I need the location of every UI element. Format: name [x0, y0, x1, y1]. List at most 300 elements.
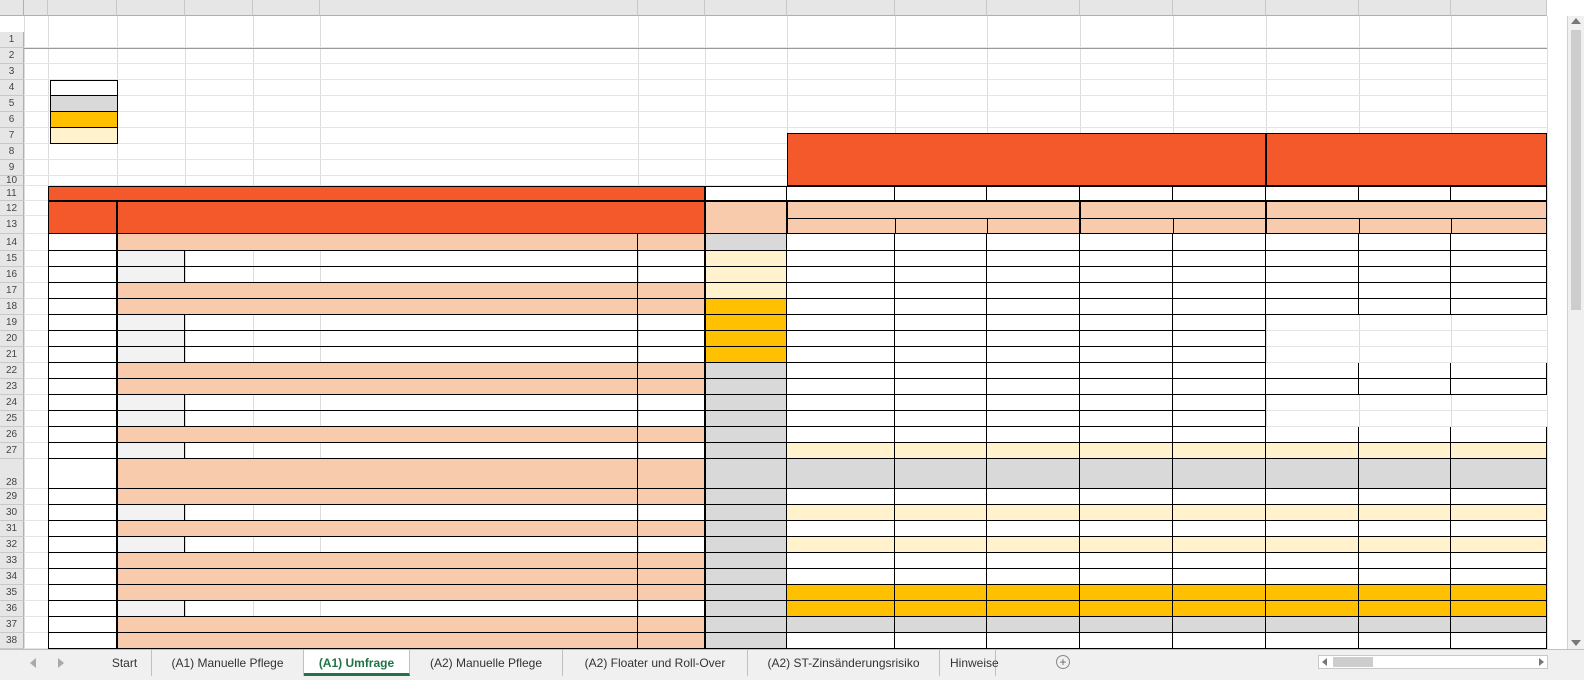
value-cell[interactable]: [787, 459, 895, 489]
historie-value[interactable]: [705, 443, 787, 459]
value-cell[interactable]: [1080, 489, 1173, 505]
historie-value[interactable]: [705, 363, 787, 379]
value-cell[interactable]: [1266, 267, 1359, 283]
value-cell[interactable]: [1173, 427, 1266, 443]
row-header[interactable]: 23: [0, 379, 24, 395]
unit-cell: [638, 459, 705, 489]
value-cell[interactable]: [1451, 569, 1547, 585]
value-cell[interactable]: [1266, 315, 1359, 331]
scroll-down-icon[interactable]: [1571, 640, 1581, 646]
row-header[interactable]: 33: [0, 553, 24, 569]
row-header[interactable]: 17: [0, 283, 24, 299]
historie-value[interactable]: [705, 537, 787, 553]
value-cell[interactable]: [895, 315, 987, 331]
row-header[interactable]: 6: [0, 112, 24, 128]
value-cell[interactable]: [1451, 347, 1547, 363]
value-cell[interactable]: [895, 569, 987, 585]
value-cell[interactable]: [987, 521, 1080, 537]
row-header[interactable]: 22: [0, 363, 24, 379]
value-cell[interactable]: [987, 585, 1080, 601]
value-cell[interactable]: [1080, 395, 1173, 411]
value-cell[interactable]: [787, 267, 895, 283]
value-cell[interactable]: [1080, 347, 1173, 363]
value-cell[interactable]: [1359, 315, 1451, 331]
historie-value[interactable]: [705, 315, 787, 331]
value-cell[interactable]: [1359, 363, 1451, 379]
value-cell[interactable]: [1359, 617, 1451, 633]
column-header-h[interactable]: [705, 0, 787, 16]
column-header-i[interactable]: [787, 0, 895, 16]
value-cell[interactable]: [1080, 427, 1173, 443]
value-cell[interactable]: [1266, 331, 1359, 347]
value-cell[interactable]: [1173, 459, 1266, 489]
value-cell[interactable]: [1451, 521, 1547, 537]
row-header[interactable]: 28: [0, 459, 24, 489]
value-cell[interactable]: [1080, 443, 1173, 459]
row-header[interactable]: 15: [0, 251, 24, 267]
value-cell[interactable]: [1451, 459, 1547, 489]
column-header-k[interactable]: [987, 0, 1080, 16]
value-cell[interactable]: [1266, 379, 1359, 395]
value-cell[interactable]: [1173, 267, 1266, 283]
column-header-n[interactable]: [1266, 0, 1359, 16]
triangle-right-icon[interactable]: [58, 658, 64, 668]
value-cell[interactable]: [987, 379, 1080, 395]
historie-value[interactable]: [705, 299, 787, 315]
value-cell[interactable]: [1173, 489, 1266, 505]
value-cell[interactable]: [895, 585, 987, 601]
value-cell[interactable]: [787, 505, 895, 521]
value-cell[interactable]: [987, 395, 1080, 411]
value-cell[interactable]: [987, 505, 1080, 521]
value-cell[interactable]: [1451, 443, 1547, 459]
value-cell[interactable]: [787, 299, 895, 315]
value-cell[interactable]: [1173, 363, 1266, 379]
value-cell[interactable]: [1266, 633, 1359, 649]
value-cell[interactable]: [1359, 283, 1451, 299]
row-header[interactable]: 38: [0, 633, 24, 649]
vertical-scrollbar[interactable]: [1567, 16, 1584, 649]
historie-value[interactable]: [705, 395, 787, 411]
historie-value[interactable]: [705, 379, 787, 395]
value-cell[interactable]: [1451, 251, 1547, 267]
sheet-tab[interactable]: (A2) ST-Zinsänderungsrisiko: [748, 650, 940, 676]
historie-value[interactable]: [705, 347, 787, 363]
hscroll-thumb[interactable]: [1333, 657, 1373, 667]
row-header[interactable]: 20: [0, 331, 24, 347]
value-cell[interactable]: [987, 617, 1080, 633]
value-cell[interactable]: [787, 633, 895, 649]
value-cell[interactable]: [1359, 251, 1451, 267]
value-cell[interactable]: [787, 553, 895, 569]
value-cell[interactable]: [895, 459, 987, 489]
value-cell[interactable]: [987, 267, 1080, 283]
historie-value[interactable]: [705, 569, 787, 585]
row-header[interactable]: 10: [0, 176, 24, 186]
value-cell[interactable]: [787, 427, 895, 443]
row-header[interactable]: 1: [0, 32, 24, 48]
value-cell[interactable]: [1359, 601, 1451, 617]
value-cell[interactable]: [987, 633, 1080, 649]
value-cell[interactable]: [1359, 459, 1451, 489]
value-cell[interactable]: [1359, 443, 1451, 459]
value-cell[interactable]: [1266, 347, 1359, 363]
historie-value[interactable]: [705, 585, 787, 601]
row-header[interactable]: 7: [0, 128, 24, 144]
value-cell[interactable]: [1451, 411, 1547, 427]
value-cell[interactable]: [1359, 299, 1451, 315]
historie-value[interactable]: [705, 427, 787, 443]
value-cell[interactable]: [895, 299, 987, 315]
sheet-tab[interactable]: (A1) Manuelle Pflege: [152, 650, 304, 676]
value-cell[interactable]: [1451, 299, 1547, 315]
value-cell[interactable]: [787, 315, 895, 331]
historie-value[interactable]: [705, 251, 787, 267]
value-cell[interactable]: [1266, 569, 1359, 585]
value-cell[interactable]: [1451, 267, 1547, 283]
value-cell[interactable]: [1266, 395, 1359, 411]
scroll-thumb[interactable]: [1571, 30, 1581, 310]
value-cell[interactable]: [895, 347, 987, 363]
column-header-b[interactable]: [48, 0, 117, 16]
value-cell[interactable]: [1359, 569, 1451, 585]
value-cell[interactable]: [987, 427, 1080, 443]
value-cell[interactable]: [987, 569, 1080, 585]
value-cell[interactable]: [787, 234, 895, 251]
value-cell[interactable]: [1080, 411, 1173, 427]
historie-value[interactable]: [705, 234, 787, 251]
column-header-a[interactable]: [24, 0, 48, 16]
column-header-f[interactable]: [320, 0, 638, 16]
historie-value[interactable]: [705, 505, 787, 521]
value-cell[interactable]: [787, 363, 895, 379]
value-cell[interactable]: [1359, 379, 1451, 395]
value-cell[interactable]: [1173, 521, 1266, 537]
value-cell[interactable]: [895, 251, 987, 267]
value-cell[interactable]: [1266, 427, 1359, 443]
value-cell[interactable]: [895, 427, 987, 443]
value-cell[interactable]: [1451, 234, 1547, 251]
row-header[interactable]: 35: [0, 585, 24, 601]
value-cell[interactable]: [1173, 315, 1266, 331]
value-cell[interactable]: [1266, 234, 1359, 251]
value-cell[interactable]: [1173, 505, 1266, 521]
column-header-o[interactable]: [1359, 0, 1451, 16]
value-cell[interactable]: [1266, 617, 1359, 633]
value-cell[interactable]: [1359, 267, 1451, 283]
value-cell[interactable]: [895, 443, 987, 459]
value-cell[interactable]: [1266, 601, 1359, 617]
value-cell[interactable]: [1080, 234, 1173, 251]
value-cell[interactable]: [1359, 585, 1451, 601]
historie-value[interactable]: [705, 617, 787, 633]
value-cell[interactable]: [1080, 601, 1173, 617]
value-cell[interactable]: [1359, 234, 1451, 251]
value-cell[interactable]: [1080, 363, 1173, 379]
historie-value[interactable]: [705, 553, 787, 569]
value-cell[interactable]: [1451, 633, 1547, 649]
value-cell[interactable]: [987, 553, 1080, 569]
row-header[interactable]: 31: [0, 521, 24, 537]
row-header[interactable]: 4: [0, 80, 24, 96]
row-header[interactable]: 24: [0, 395, 24, 411]
value-cell[interactable]: [1266, 553, 1359, 569]
value-cell[interactable]: [1173, 617, 1266, 633]
value-cell[interactable]: [1080, 459, 1173, 489]
value-cell[interactable]: [1266, 411, 1359, 427]
value-cell[interactable]: [787, 521, 895, 537]
value-cell[interactable]: [787, 537, 895, 553]
value-cell[interactable]: [895, 537, 987, 553]
row-header[interactable]: 9: [0, 160, 24, 176]
value-cell[interactable]: [1173, 633, 1266, 649]
value-cell[interactable]: [1080, 379, 1173, 395]
row-header[interactable]: 34: [0, 569, 24, 585]
row-header[interactable]: 29: [0, 489, 24, 505]
plus-circle-icon[interactable]: +: [1056, 655, 1070, 669]
value-cell[interactable]: [987, 347, 1080, 363]
value-cell[interactable]: [1173, 553, 1266, 569]
column-header-l[interactable]: [1080, 0, 1173, 16]
value-cell[interactable]: [987, 601, 1080, 617]
value-cell[interactable]: [895, 331, 987, 347]
value-cell[interactable]: [787, 411, 895, 427]
value-cell[interactable]: [787, 331, 895, 347]
value-cell[interactable]: [987, 251, 1080, 267]
value-cell[interactable]: [1451, 489, 1547, 505]
row-header[interactable]: 11: [0, 186, 24, 201]
value-cell[interactable]: [1173, 601, 1266, 617]
value-cell[interactable]: [1451, 379, 1547, 395]
value-cell[interactable]: [1266, 443, 1359, 459]
value-cell[interactable]: [787, 379, 895, 395]
value-cell[interactable]: [1080, 521, 1173, 537]
row-header[interactable]: 37: [0, 617, 24, 633]
scroll-right-icon[interactable]: [1539, 658, 1544, 666]
historie-value[interactable]: [705, 267, 787, 283]
value-cell[interactable]: [1173, 443, 1266, 459]
value-cell[interactable]: [1451, 553, 1547, 569]
row-header[interactable]: 36: [0, 601, 24, 617]
triangle-left-icon[interactable]: [30, 658, 36, 668]
value-cell[interactable]: [1173, 283, 1266, 299]
value-cell[interactable]: [1080, 283, 1173, 299]
value-cell[interactable]: [1173, 299, 1266, 315]
value-cell[interactable]: [787, 347, 895, 363]
value-cell[interactable]: [1080, 315, 1173, 331]
value-cell[interactable]: [895, 411, 987, 427]
value-cell[interactable]: [1080, 537, 1173, 553]
column-header-g[interactable]: [638, 0, 705, 16]
value-cell[interactable]: [895, 505, 987, 521]
historie-value[interactable]: [705, 459, 787, 489]
row-header[interactable]: 2: [0, 48, 24, 64]
row-header[interactable]: 5: [0, 96, 24, 112]
value-cell[interactable]: [787, 569, 895, 585]
sheet-tab[interactable]: Hinweise: [940, 650, 996, 676]
value-cell[interactable]: [1359, 521, 1451, 537]
row-header[interactable]: 8: [0, 144, 24, 160]
value-cell[interactable]: [895, 363, 987, 379]
value-cell[interactable]: [1266, 283, 1359, 299]
value-cell[interactable]: [1080, 267, 1173, 283]
historie-value[interactable]: [705, 489, 787, 505]
value-cell[interactable]: [1451, 537, 1547, 553]
row-header[interactable]: 16: [0, 267, 24, 283]
value-cell[interactable]: [787, 283, 895, 299]
value-cell[interactable]: [1266, 537, 1359, 553]
value-cell[interactable]: [987, 331, 1080, 347]
value-cell[interactable]: [1173, 395, 1266, 411]
value-cell[interactable]: [1080, 585, 1173, 601]
historie-value[interactable]: [705, 521, 787, 537]
value-cell[interactable]: [895, 633, 987, 649]
value-cell[interactable]: [895, 617, 987, 633]
value-cell[interactable]: [1451, 331, 1547, 347]
column-header-j[interactable]: [895, 0, 987, 16]
horizontal-scrollbar[interactable]: [1318, 655, 1548, 669]
value-cell[interactable]: [787, 617, 895, 633]
historie-value[interactable]: [705, 331, 787, 347]
sheet-tab[interactable]: (A2) Manuelle Pflege: [410, 650, 563, 676]
value-cell[interactable]: [1266, 505, 1359, 521]
value-cell[interactable]: [987, 537, 1080, 553]
value-cell[interactable]: [1173, 234, 1266, 251]
value-cell[interactable]: [1451, 427, 1547, 443]
row-header[interactable]: 19: [0, 315, 24, 331]
value-cell[interactable]: [1173, 347, 1266, 363]
value-cell[interactable]: [1451, 601, 1547, 617]
value-cell[interactable]: [787, 489, 895, 505]
value-cell[interactable]: [1451, 585, 1547, 601]
value-cell[interactable]: [895, 379, 987, 395]
value-cell[interactable]: [895, 395, 987, 411]
value-cell[interactable]: [1359, 347, 1451, 363]
value-cell[interactable]: [1451, 283, 1547, 299]
historie-value[interactable]: [705, 601, 787, 617]
row-header[interactable]: 21: [0, 347, 24, 363]
scroll-left-icon[interactable]: [1322, 658, 1327, 666]
value-cell[interactable]: [1359, 505, 1451, 521]
row-header[interactable]: 27: [0, 443, 24, 459]
value-cell[interactable]: [1266, 299, 1359, 315]
value-cell[interactable]: [1080, 505, 1173, 521]
value-cell[interactable]: [895, 283, 987, 299]
value-cell[interactable]: [1080, 553, 1173, 569]
value-cell[interactable]: [1359, 331, 1451, 347]
value-cell[interactable]: [1266, 489, 1359, 505]
value-cell[interactable]: [987, 283, 1080, 299]
value-cell[interactable]: [1359, 489, 1451, 505]
sheet-tab[interactable]: Start: [98, 650, 152, 676]
value-cell[interactable]: [1173, 251, 1266, 267]
row-header[interactable]: 18: [0, 299, 24, 315]
value-cell[interactable]: [1266, 459, 1359, 489]
value-cell[interactable]: [1451, 315, 1547, 331]
column-header-d[interactable]: [185, 0, 253, 16]
value-cell[interactable]: [1173, 569, 1266, 585]
value-cell[interactable]: [1359, 633, 1451, 649]
value-cell[interactable]: [1359, 553, 1451, 569]
historie-value[interactable]: [705, 633, 787, 649]
row-header[interactable]: 12: [0, 201, 24, 216]
historie-value[interactable]: [705, 283, 787, 299]
value-cell[interactable]: [987, 234, 1080, 251]
value-cell[interactable]: [787, 395, 895, 411]
value-cell[interactable]: [1080, 251, 1173, 267]
value-cell[interactable]: [1359, 537, 1451, 553]
value-cell[interactable]: [987, 363, 1080, 379]
value-cell[interactable]: [1359, 411, 1451, 427]
value-cell[interactable]: [987, 443, 1080, 459]
value-cell[interactable]: [987, 315, 1080, 331]
value-cell[interactable]: [987, 489, 1080, 505]
value-cell[interactable]: [1173, 331, 1266, 347]
value-cell[interactable]: [1451, 363, 1547, 379]
value-cell[interactable]: [895, 601, 987, 617]
value-cell[interactable]: [987, 459, 1080, 489]
value-cell[interactable]: [1080, 617, 1173, 633]
select-all-corner[interactable]: [0, 0, 24, 16]
sheet-tab[interactable]: (A2) Floater und Roll-Over: [563, 650, 748, 676]
row-header[interactable]: 13: [0, 216, 24, 234]
value-cell[interactable]: [1451, 505, 1547, 521]
column-header-p[interactable]: [1451, 0, 1547, 16]
value-cell[interactable]: [787, 601, 895, 617]
value-cell[interactable]: [987, 299, 1080, 315]
value-cell[interactable]: [1080, 299, 1173, 315]
scroll-up-icon[interactable]: [1571, 18, 1581, 24]
value-cell[interactable]: [1266, 521, 1359, 537]
value-cell[interactable]: [1266, 585, 1359, 601]
value-cell[interactable]: [1266, 363, 1359, 379]
value-cell[interactable]: [895, 267, 987, 283]
value-cell[interactable]: [987, 411, 1080, 427]
value-cell[interactable]: [895, 553, 987, 569]
value-cell[interactable]: [787, 585, 895, 601]
value-cell[interactable]: [1266, 251, 1359, 267]
row-header[interactable]: 14: [0, 234, 24, 251]
value-cell[interactable]: [895, 489, 987, 505]
row-header[interactable]: 3: [0, 64, 24, 80]
value-cell[interactable]: [1173, 411, 1266, 427]
value-cell[interactable]: [1080, 569, 1173, 585]
value-cell[interactable]: [895, 234, 987, 251]
row-header[interactable]: 30: [0, 505, 24, 521]
sheet-tab[interactable]: (A1) Umfrage: [304, 650, 410, 676]
value-cell[interactable]: [1080, 331, 1173, 347]
value-cell[interactable]: [1173, 537, 1266, 553]
value-cell[interactable]: [1451, 395, 1547, 411]
historie-value[interactable]: [705, 411, 787, 427]
value-cell[interactable]: [787, 251, 895, 267]
value-cell[interactable]: [1451, 617, 1547, 633]
value-cell[interactable]: [1359, 427, 1451, 443]
value-cell[interactable]: [1359, 395, 1451, 411]
value-cell[interactable]: [1173, 379, 1266, 395]
value-cell[interactable]: [787, 443, 895, 459]
value-cell[interactable]: [1173, 585, 1266, 601]
value-cell[interactable]: [1080, 633, 1173, 649]
column-header-m[interactable]: [1173, 0, 1266, 16]
value-cell[interactable]: [895, 521, 987, 537]
unit-cell: [638, 601, 705, 617]
row-header[interactable]: 32: [0, 537, 24, 553]
row-header[interactable]: 26: [0, 427, 24, 443]
column-header-e[interactable]: [253, 0, 320, 16]
row-header[interactable]: 25: [0, 411, 24, 427]
column-header-c[interactable]: [117, 0, 185, 16]
